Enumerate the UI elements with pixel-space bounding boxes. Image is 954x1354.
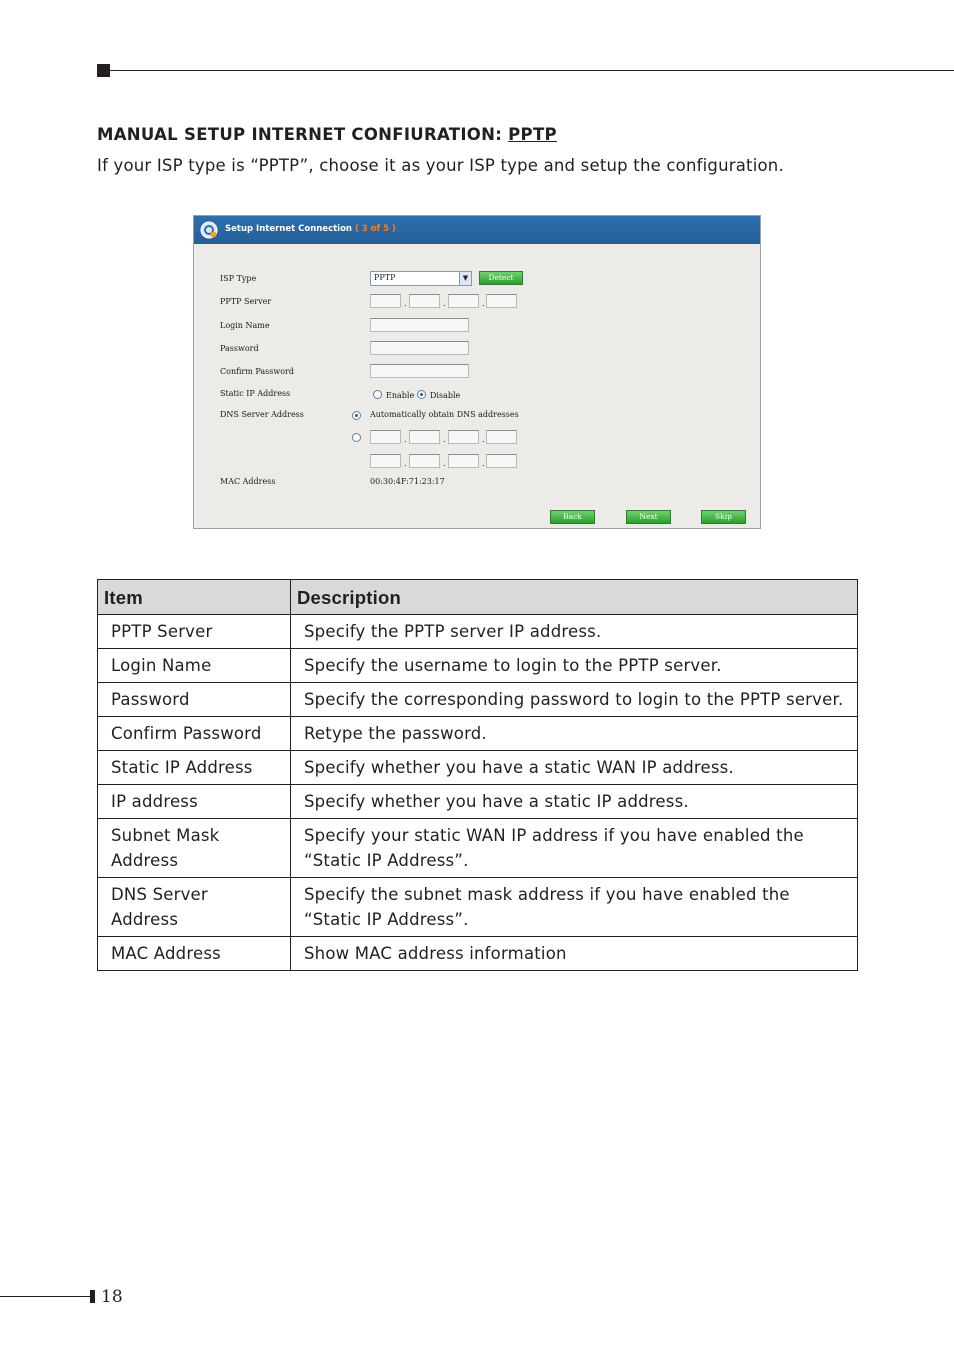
dns-primary-octet-2[interactable] — [409, 430, 440, 444]
item-cell: IP address — [98, 785, 291, 819]
dns-primary-octet-3[interactable] — [448, 430, 479, 444]
pptp-server-octet-4[interactable] — [486, 294, 517, 308]
setup-screenshot: Setup Internet Connection ( 3 of 5 ) ISP Type PPTP ▼ Detect PPTP Server . . . Login Name Password Confirm Password Static IP Address Enable Disable DNS Server Address Automatically obtain DNS addresses . . . . . . MAC Address 00:30:4F:71:23:17 Back Next Skip — [193, 215, 761, 529]
detect-button[interactable]: Detect — [479, 271, 523, 285]
chevron-down-icon: ▼ — [459, 272, 471, 285]
static-ip-disable-radio[interactable] — [417, 390, 426, 399]
enable-label: Enable — [386, 391, 415, 400]
pptp-server-octet-3[interactable] — [448, 294, 479, 308]
pptp-server-octet-1[interactable] — [370, 294, 401, 308]
intro-paragraph: If your ISP type is “PPTP”, choose it as your ISP type and setup the configuration. — [97, 156, 784, 175]
table-row — [98, 937, 858, 971]
dns-primary-octet-4[interactable] — [486, 430, 517, 444]
item-cell: Subnet Mask Address — [98, 819, 291, 878]
password-field[interactable] — [370, 341, 469, 355]
table-row — [98, 717, 858, 751]
table-row — [98, 819, 858, 878]
confirm-password-label: Confirm Password — [220, 367, 294, 376]
item-cell: Login Name — [98, 649, 291, 683]
static-ip-label: Static IP Address — [220, 389, 291, 398]
pptp-server-octet-2[interactable] — [409, 294, 440, 308]
item-cell: PPTP Server — [98, 615, 291, 649]
confirm-password-field[interactable] — [370, 364, 469, 378]
heading-highlight: PPTP — [508, 125, 557, 144]
item-cell: Password — [98, 683, 291, 717]
login-name-label: Login Name — [220, 321, 270, 330]
description-cell: Specify whether you have a static IP address. — [291, 785, 858, 819]
table-header-row — [98, 580, 858, 615]
next-button[interactable]: Next — [626, 510, 671, 524]
description-cell: Retype the password. — [291, 717, 858, 751]
description-cell: Specify the PPTP server IP address. — [291, 615, 858, 649]
column-header-item: Item — [98, 580, 291, 615]
isp-type-label: ISP Type — [220, 274, 257, 283]
isp-type-value: PPTP — [374, 273, 396, 282]
table-row — [98, 649, 858, 683]
item-description-table — [97, 579, 858, 971]
header-square — [97, 64, 110, 77]
footer-mark — [90, 1290, 95, 1303]
dns-auto-label: Automatically obtain DNS addresses — [370, 410, 519, 419]
pptp-server-label: PPTP Server — [220, 297, 272, 306]
table-row — [98, 785, 858, 819]
dns-server-label: DNS Server Address — [220, 410, 304, 419]
isp-type-select[interactable] — [370, 271, 472, 286]
login-name-field[interactable] — [370, 318, 469, 332]
item-cell: DNS Server Address — [98, 878, 291, 937]
description-cell: Specify whether you have a static WAN IP address. — [291, 751, 858, 785]
description-cell: Specify your static WAN IP address if you have enabled the “Static IP Address”. — [291, 819, 858, 878]
table-row — [98, 683, 858, 717]
screenshot-title: Setup Internet Connection — [225, 224, 352, 234]
item-cell: Confirm Password — [98, 717, 291, 751]
item-cell: MAC Address — [98, 937, 291, 971]
disable-label: Disable — [430, 391, 461, 400]
item-cell: Static IP Address — [98, 751, 291, 785]
table-row — [98, 751, 858, 785]
footer-rule — [0, 1296, 90, 1297]
page-number: 18 — [101, 1287, 123, 1307]
header-rule — [110, 70, 954, 71]
table-row — [98, 615, 858, 649]
description-cell: Specify the corresponding password to login to the PPTP server. — [291, 683, 858, 717]
gear-icon — [200, 221, 218, 239]
heading-text: MANUAL SETUP INTERNET CONFIURATION: — [97, 125, 509, 144]
dns-auto-radio[interactable] — [352, 411, 361, 420]
table-row — [98, 878, 858, 937]
password-label: Password — [220, 344, 259, 353]
screenshot-step: ( 3 of 5 ) — [354, 224, 396, 234]
screenshot-title-bar — [194, 216, 760, 244]
back-button[interactable]: Back — [550, 510, 595, 524]
skip-button[interactable]: Skip — [701, 510, 746, 524]
description-cell: Specify the username to login to the PPTP server. — [291, 649, 858, 683]
static-ip-enable-radio[interactable] — [373, 390, 382, 399]
column-header-description: Description — [291, 580, 858, 615]
description-cell: Specify the subnet mask address if you have enabled the “Static IP Address”. — [291, 878, 858, 937]
dns-secondary-octet-3[interactable] — [448, 454, 479, 468]
mac-address-value: 00:30:4F:71:23:17 — [370, 477, 445, 486]
dns-secondary-octet-1[interactable] — [370, 454, 401, 468]
dns-secondary-octet-4[interactable] — [486, 454, 517, 468]
description-cell: Show MAC address information — [291, 937, 858, 971]
mac-address-label: MAC Address — [220, 477, 276, 486]
dns-secondary-octet-2[interactable] — [409, 454, 440, 468]
section-heading — [97, 125, 557, 144]
dns-primary-octet-1[interactable] — [370, 430, 401, 444]
dns-manual-radio[interactable] — [352, 433, 361, 442]
